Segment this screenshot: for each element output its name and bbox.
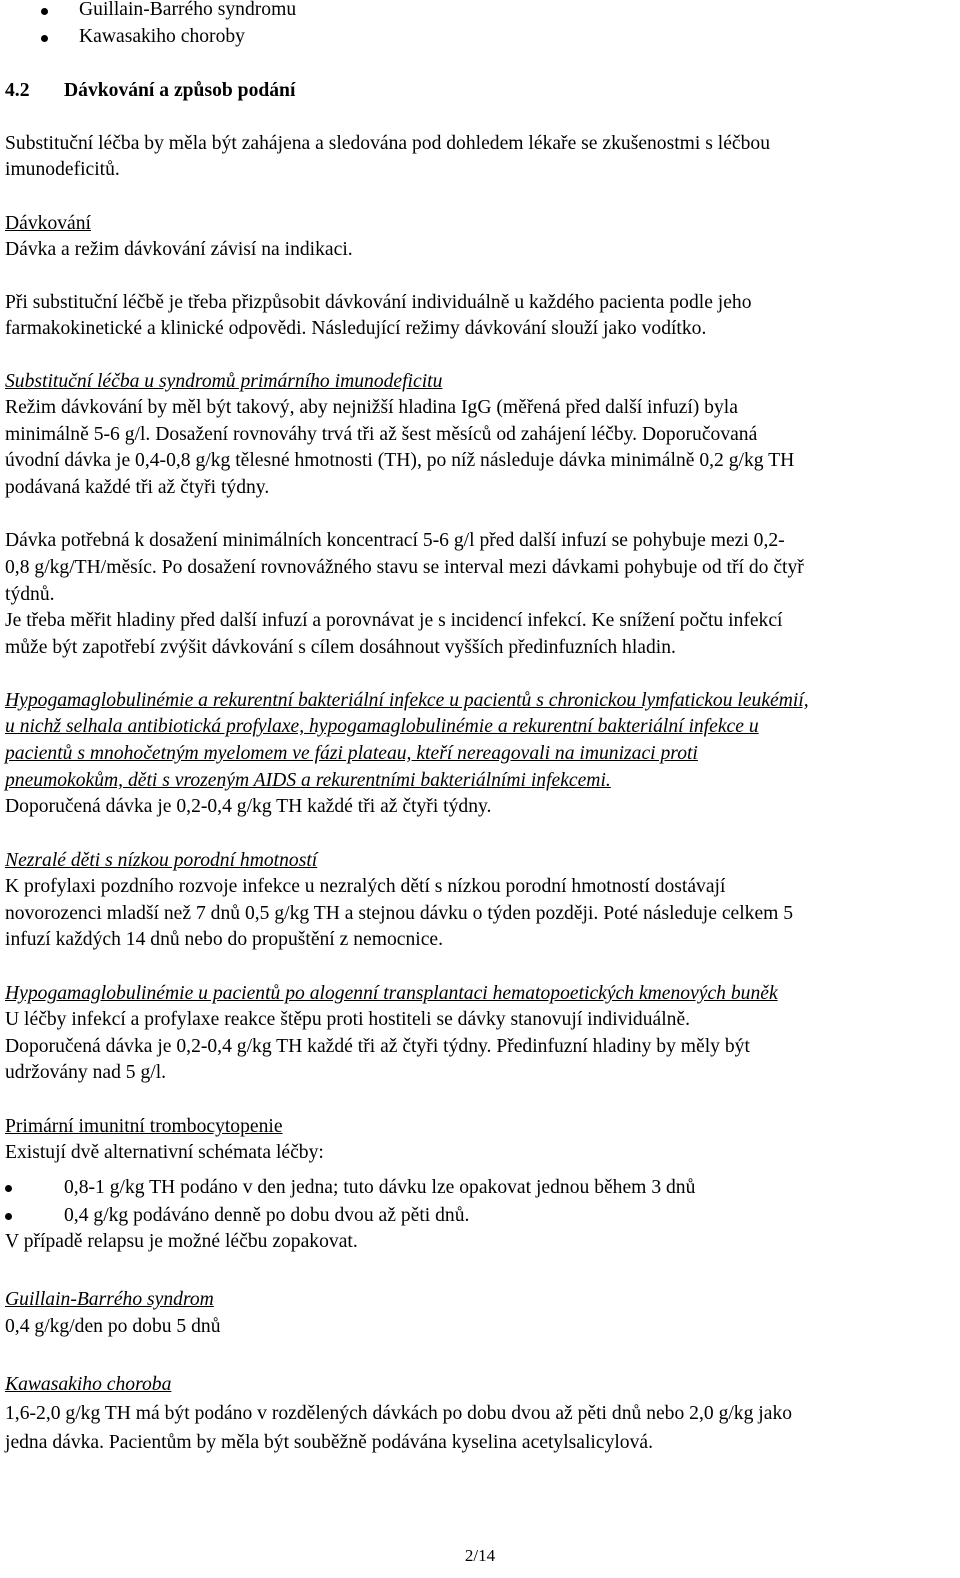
paragraph-line: 1,6-2,0 g/kg TH má být podáno v rozdělených dávkách po dobu dvou až pěti dnů nebo 2,0 g/kg jako (5, 1403, 793, 1424)
paragraph-line: 0,4 g/kg/den po dobu 5 dnů (5, 1316, 221, 1337)
section-title: Dávkování a způsob podání (64, 80, 296, 101)
paragraph-line: týdnů. (5, 584, 55, 605)
section-number: 4.2 (5, 80, 30, 101)
paragraph-line: Dávka potřebná k dosažení minimálních koncentrací 5-6 g/l před další infuzí se pohybuje mezi 0,2- (5, 530, 785, 551)
bullet-icon (5, 1213, 12, 1220)
paragraph-line: U léčby infekcí a profylaxe reakce štěpu proti hostiteli se dávky stanovují individuálně. (5, 1009, 691, 1030)
paragraph-line: minimálně 5-6 g/l. Dosažení rovnováhy trvá tři až šest měsíců od zahájení léčby. Doporučovaná (5, 424, 758, 445)
subheading: Primární imunitní trombocytopenie (5, 1116, 283, 1137)
paragraph-line: imunodeficitů. (5, 159, 120, 180)
paragraph-line: infuzí každých 14 dnů nebo do propuštění z nemocnice. (5, 929, 444, 950)
bullet-icon (41, 8, 48, 15)
subheading: Guillain-Barrého syndrom (5, 1289, 214, 1310)
subheading: u nichž selhala antibiotická profylaxe, hypogamaglobulinémie a rekurentní bakteriální infekce u (5, 716, 759, 737)
paragraph-line: Dávka a režim dávkování závisí na indikaci. (5, 239, 353, 260)
paragraph-line: novorozenci mladší než 7 dnů 0,5 g/kg TH a stejnou dávku o týden později. Poté následuje celkem 5 (5, 903, 794, 924)
paragraph-line: úvodní dávka je 0,4-0,8 g/kg tělesné hmotnosti (TH), po níž následuje dávka minimálně 0,2 g/kg TH (5, 450, 795, 471)
list-item: Guillain-Barrého syndromu (79, 0, 297, 20)
subheading: pneumokokům, děti s vrozeným AIDS a rekurentními bakteriálními infekcemi. (5, 770, 611, 791)
subheading: pacientů s mnohočetným myelomem ve fázi plateau, kteří nereagovali na imunizaci proti (5, 743, 698, 764)
paragraph-line: Doporučená dávka je 0,2-0,4 g/kg TH každé tři až čtyři týdny. (5, 796, 492, 817)
paragraph-line: podávaná každé tři až čtyři týdny. (5, 477, 270, 498)
paragraph-line: 0,8 g/kg/TH/měsíc. Po dosažení rovnovážného stavu se interval mezi dávkami pohybuje od tří do čtyř (5, 557, 804, 578)
dosing-heading: Dávkování (5, 213, 91, 234)
paragraph-line: K profylaxi pozdního rozvoje infekce u nezralých dětí s nízkou porodní hmotností dostávají (5, 876, 726, 897)
paragraph-line: farmakokinetické a klinické odpovědi. Následující režimy dávkování slouží jako vodítko. (5, 318, 707, 339)
paragraph-line: V případě relapsu je možné léčbu zopakovat. (5, 1231, 358, 1252)
paragraph-line: Substituční léčba by měla být zahájena a sledována pod dohledem lékaře se zkušenostmi s léčbou (5, 133, 771, 154)
bullet-icon (5, 1185, 12, 1192)
list-item: 0,4 g/kg podáváno denně po dobu dvou až pěti dnů. (64, 1205, 470, 1226)
subheading: Hypogamaglobulinémie u pacientů po alogenní transplantaci hematopoetických kmenových buněk (5, 983, 778, 1004)
paragraph-line: Režim dávkování by měl být takový, aby nejnižší hladina IgG (měřená před další infuzí) byla (5, 397, 738, 418)
paragraph-line: Doporučená dávka je 0,2-0,4 g/kg TH každé tři až čtyři týdny. Předinfuzní hladiny by měly být (5, 1036, 750, 1057)
paragraph-line: udržovány nad 5 g/l. (5, 1062, 167, 1083)
list-item: Kawasakiho choroby (79, 26, 245, 47)
bullet-icon (41, 35, 48, 42)
paragraph-line: Existují dvě alternativní schémata léčby: (5, 1142, 324, 1163)
subheading: Hypogamaglobulinémie a rekurentní bakteriální infekce u pacientů s chronickou lymfatickou leukémií, (5, 690, 809, 711)
subheading: Kawasakiho choroba (5, 1374, 172, 1395)
subheading: Nezralé děti s nízkou porodní hmotností (5, 850, 318, 871)
subheading: Substituční léčba u syndromů primárního imunodeficitu (5, 371, 443, 392)
paragraph-line: Při substituční léčbě je třeba přizpůsobit dávkování individuálně u každého pacienta podle jeho (5, 292, 752, 313)
paragraph-line: jedna dávka. Pacientům by měla být souběžně podávána kyselina acetylsalicylová. (5, 1432, 654, 1453)
list-item: 0,8-1 g/kg TH podáno v den jedna; tuto dávku lze opakovat jednou během 3 dnů (64, 1177, 696, 1198)
paragraph-line: Je třeba měřit hladiny před další infuzí a porovnávat je s incidencí infekcí. Ke snížení počtu infekcí (5, 610, 783, 631)
page-number: 2/14 (464, 1546, 496, 1565)
paragraph-line: může být zapotřebí zvýšit dávkování s cílem dosáhnout vyšších předinfuzních hladin. (5, 637, 676, 658)
